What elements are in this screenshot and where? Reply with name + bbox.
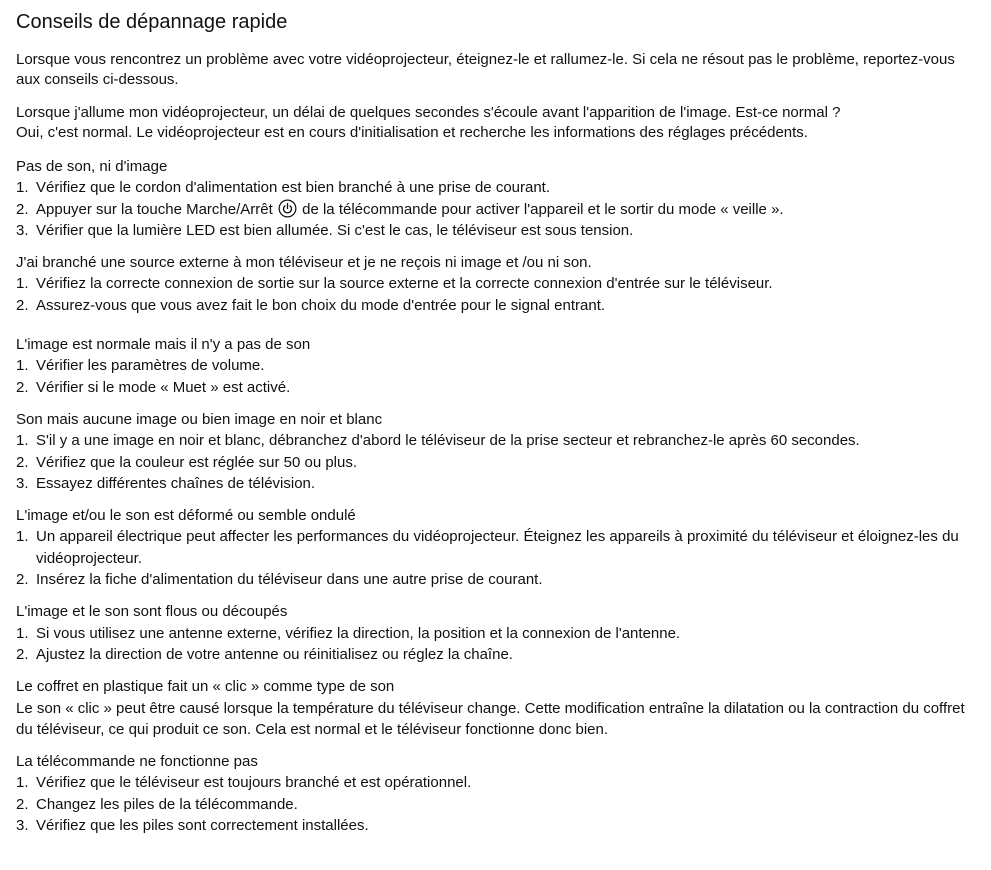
item-text: Vérifiez que le cordon d'alimentation est bien branché à une prise de courant.: [36, 179, 551, 197]
item-text: Vérifier si le mode « Muet » est activé.: [36, 378, 291, 396]
section-list: [16, 273, 975, 316]
item-text: Ajustez la direction de votre antenne ou réinitialisez ou réglez la chaîne.: [36, 645, 513, 663]
list-item: [16, 644, 975, 665]
intro-paragraph: Lorsque vous rencontrez un problème avec votre vidéoprojecteur, éteignez-le et rallumez-le. Si cela ne résout pas le problème, reportez-vous aux conseils ci-dessous.: [16, 51, 955, 88]
section-title: L'image et le son sont flous ou découpés: [16, 603, 288, 621]
list-item: [16, 199, 975, 220]
item-text: Vérifier les paramètres de volume.: [36, 357, 265, 375]
item-number: 2.: [16, 378, 29, 396]
power-icon: [278, 199, 297, 218]
list-item: [16, 526, 975, 569]
item-number: 1.: [16, 179, 29, 197]
list-item: [16, 273, 975, 294]
item-text: Insérez la fiche d'alimentation du téléviseur dans une autre prise de courant.: [36, 571, 543, 589]
section-no-sound-no-image: [16, 156, 975, 241]
section-title: L'image est normale mais il n'y a pas de son: [16, 336, 311, 354]
list-item: [16, 355, 975, 376]
item-number: 2.: [16, 453, 29, 471]
list-item: [16, 377, 975, 398]
item-text: Vérifiez la correcte connexion de sortie sur la source externe et la correcte connexion d'entrée sur le téléviseur.: [36, 275, 773, 293]
item-text: de la télécommande pour activer l'appareil et le sortir du mode « veille ».: [302, 200, 784, 218]
item-number: 2.: [16, 571, 29, 589]
list-item: [16, 794, 975, 815]
list-item: [16, 452, 975, 473]
faq-question: Lorsque j'allume mon vidéoprojecteur, un délai de quelques secondes s'écoule avant l'apparition de l'image. Est-ce normal ?: [16, 104, 841, 121]
item-text: Essayez différentes chaînes de télévision.: [36, 474, 316, 492]
item-text: Appuyer sur la touche Marche/Arrêt: [36, 200, 273, 218]
section-list: [16, 355, 975, 398]
item-number: 2.: [16, 296, 29, 314]
item-number: 3.: [16, 474, 29, 492]
list-item: [16, 772, 975, 793]
list-item: [16, 569, 975, 590]
item-text: Si vous utilisez une antenne externe, vérifiez la direction, la position et la connexion de l'antenne.: [36, 624, 681, 642]
section-list: [16, 430, 975, 494]
section-list: [16, 177, 975, 241]
item-number: 2.: [16, 200, 29, 218]
item-text: Vérifiez que la couleur est réglée sur 50 ou plus.: [36, 453, 358, 471]
section-blurry: [16, 601, 975, 665]
section-list: [16, 526, 975, 590]
item-text: Changez les piles de la télécommande.: [36, 795, 298, 813]
section-remote: [16, 751, 975, 836]
item-number: 3.: [16, 221, 29, 239]
section-no-sound: [16, 334, 975, 398]
section-title: La télécommande ne fonctionne pas: [16, 753, 258, 771]
item-number: 1.: [16, 774, 29, 792]
faq-answer: Oui, c'est normal. Le vidéoprojecteur est en cours d'initialisation et recherche les informations des réglages précédents.: [16, 124, 808, 141]
item-text: S'il y a une image en noir et blanc, débranchez d'abord le téléviseur de la prise secteur et rebranchez-le après 60 secondes.: [36, 432, 860, 450]
item-number: 3.: [16, 817, 29, 835]
section-title: Pas de son, ni d'image: [16, 158, 168, 175]
item-number: 1.: [16, 624, 29, 642]
list-item: [16, 623, 975, 644]
item-text: Vérifiez que le téléviseur est toujours branché et est opérationnel.: [36, 774, 472, 792]
page-title: Conseils de dépannage rapide: [16, 11, 288, 33]
section-no-image-bw: [16, 409, 975, 494]
list-item: [16, 177, 975, 198]
item-number: 2.: [16, 795, 29, 813]
faq-block: [16, 103, 975, 143]
item-number: 2.: [16, 645, 29, 663]
section-title: J'ai branché une source externe à mon téléviseur et je ne reçois ni image et /ou ni son.: [16, 254, 592, 272]
section-title: L'image et/ou le son est déformé ou semble ondulé: [16, 507, 356, 525]
list-item: [16, 220, 975, 241]
item-number: 1.: [16, 357, 29, 375]
section-click-sound: [16, 676, 975, 740]
section-list: [16, 772, 975, 836]
list-item: [16, 473, 975, 494]
list-item: [16, 430, 975, 451]
section-list: [16, 623, 975, 666]
section-distorted: [16, 505, 975, 590]
item-number: 1.: [16, 432, 29, 450]
item-number: 1.: [16, 528, 29, 546]
section-external-source: [16, 252, 975, 316]
item-text: Vérifier que la lumière LED est bien allumée. Si c'est le cas, le téléviseur est sous tension.: [36, 221, 634, 239]
item-number: 1.: [16, 275, 29, 293]
item-text: Un appareil électrique peut affecter les performances du vidéoprojecteur. Éteignez les appareils à proximité du téléviseur et éloignez-les du vidéoprojecteur.: [36, 528, 959, 567]
item-text: Vérifiez que les piles sont correctement installées.: [36, 817, 369, 835]
list-item: [16, 815, 975, 836]
item-text: Assurez-vous que vous avez fait le bon choix du mode d'entrée pour le signal entrant.: [36, 296, 606, 314]
section-title: Le coffret en plastique fait un « clic » comme type de son: [16, 678, 395, 696]
list-item: [16, 295, 975, 316]
section-paragraph: Le son « clic » peut être causé lorsque la température du téléviseur change. Cette modification entraîne la dilatation ou la contraction du coffret du téléviseur, ce qui produit ce son. Cela est normal et le téléviseur fonctionne donc bien.: [16, 699, 965, 738]
section-title: Son mais aucune image ou bien image en noir et blanc: [16, 410, 383, 428]
